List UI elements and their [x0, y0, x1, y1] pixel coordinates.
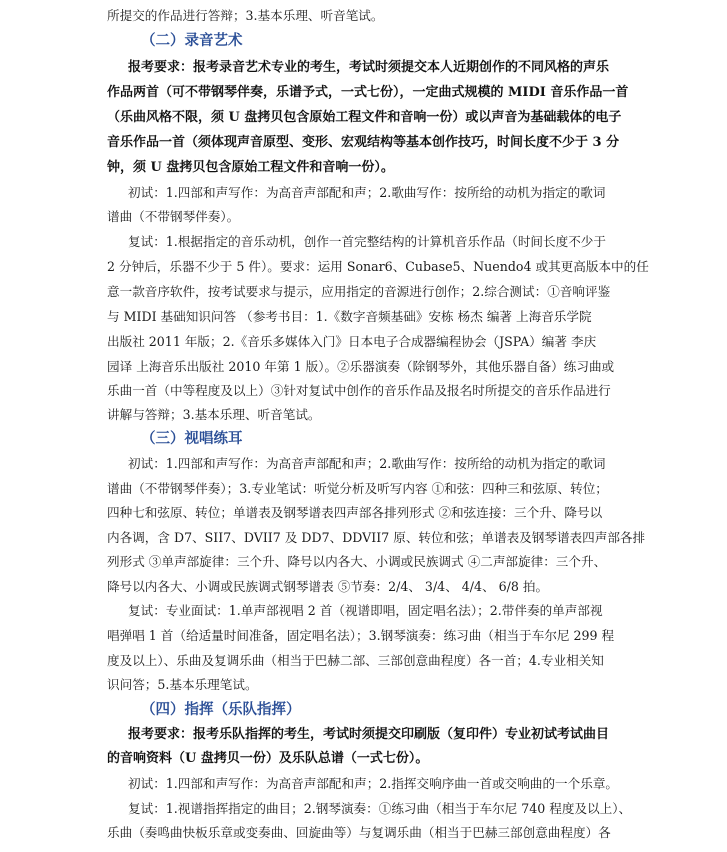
recording-retest-line: 出版社 2011 年版；2.《音乐多媒体入门》日本电子合成器编程协会（JSPA）编著 李庆: [107, 334, 597, 349]
solfeggio-prelim-line: 列形式 ③单声部旋律：三个升、降号以内各大、小调或民族调式 ④二声部旋律：三个升、: [107, 554, 607, 569]
recording-requirements-line: 钟，须 U 盘拷贝包含原始工程文件和音响一份）。: [107, 160, 394, 175]
heading-recording-arts: （二）录音艺术: [141, 32, 243, 49]
solfeggio-retest-line: 唱弹唱 1 首（给适量时间准备，固定唱名法）；3.钢琴演奏：练习曲（相当于车尔尼 299 程: [107, 628, 615, 643]
recording-retest-line: 复试：1.根据指定的音乐动机，创作一首完整结构的计算机音乐作品（时间长度不少于: [128, 234, 606, 249]
recording-retest-line: 乐曲一首（中等程度及以上）③针对复试中创作的音乐作品及报名时所提交的音乐作品进行: [107, 383, 611, 398]
solfeggio-retest-line: 度及以上）、乐曲及复调乐曲（相当于巴赫二部、三部创意曲程度）各一首；4.专业相关知: [107, 653, 604, 668]
conducting-requirements-line: 报考要求：报考乐队指挥的考生，考试时须提交印刷版（复印件）专业初试考试曲目: [128, 727, 610, 742]
solfeggio-prelim-line: 四种七和弦原、转位；单谱表及钢琴谱表四声部各排列形式 ②和弦连接：三个升、降号以: [107, 505, 603, 520]
solfeggio-prelim-line: 谱曲（不带钢琴伴奏）；3.专业笔试：听觉分析及听写内容 ①和弦：四种三和弦原、转位；: [107, 481, 608, 496]
recording-prelim-line: 谱曲（不带钢琴伴奏）。: [107, 209, 240, 224]
recording-requirements-line: 音乐作品一首（须体现声音原型、变形、宏观结构等基本创作技巧，时间长度不少于 3 分: [107, 135, 620, 150]
solfeggio-retest-line: 复试：专业面试：1.单声部视唱 2 首（视谱即唱，固定唱名法）；2.带伴奏的单声部视: [128, 603, 603, 618]
recording-requirements-line: （乐曲风格不限，须 U 盘拷贝包含原始工程文件和音响一份）或以声音为基础载体的电子: [107, 110, 622, 125]
conducting-retest-line: 复试：1.视谱指挥指定的曲目；2.钢琴演奏：①练习曲（相当于车尔尼 740 程度及以上）、: [128, 801, 632, 816]
recording-retest-line: 讲解与答辩；3.基本乐理、听音笔试。: [107, 407, 321, 422]
recording-retest-line: 园译 上海音乐出版社 2010 年第 1 版）。②乐器演奏（除钢琴外，其他乐器自备）练习曲或: [107, 359, 615, 374]
heading-solfeggio: （三）视唱练耳: [141, 430, 243, 447]
recording-retest-line: 与 MIDI 基础知识问答 （参考书目：1.《数字音频基础》安栋 杨杰 编著 上海音乐学院: [107, 309, 592, 324]
solfeggio-prelim-line: 降号以内各大、小调或民族调式钢琴谱表 ⑤节奏：2/4、 3/4、 4/4、 6/8 拍。: [107, 579, 549, 594]
solfeggio-retest-line: 识问答；5.基本乐理笔试。: [107, 677, 258, 692]
solfeggio-prelim-line: 内各调，含 D7、SII7、DVII7 及 DD7、DDVII7 原、转位和弦；单谱表及钢琴谱表四声部各排: [107, 530, 646, 545]
recording-requirements-line: 报考要求：报考录音艺术专业的考生，考试时须提交本人近期创作的不同风格的声乐: [128, 60, 610, 75]
conducting-prelim-line: 初试：1.四部和声写作：为高音声部配和声；2.指挥交响序曲一首或交响曲的一个乐章。: [128, 776, 619, 791]
intro-tail-line: 所提交的作品进行答辩；3.基本乐理、听音笔试。: [107, 8, 384, 23]
recording-requirements-line: 作品两首（可不带钢琴伴奏，乐谱予式，一式七份），一定曲式规模的 MIDI 音乐作品一首: [107, 85, 629, 100]
conducting-retest-line: 乐曲（奏鸣曲快板乐章或变奏曲、回旋曲等）与复调乐曲（相当于巴赫三部创意曲程度）各: [107, 825, 611, 840]
recording-retest-line: 意一款音序软件，按考试要求与提示，应用指定的音源进行创作；2.综合测试：①音响评鉴: [107, 284, 611, 299]
conducting-requirements-line: 的音响资料（U 盘拷贝一份）及乐队总谱（一式七份）。: [107, 751, 429, 766]
solfeggio-prelim-line: 初试：1.四部和声写作：为高音声部配和声；2.歌曲写作：按所给的动机为指定的歌词: [128, 456, 606, 471]
heading-conducting: （四）指挥（乐队指挥）: [141, 701, 301, 718]
recording-retest-line: 2 分钟后，乐器不少于 5 件）。要求：运用 Sonar6、Cubase5、Nuendo4 或其更高版本中的任: [107, 259, 649, 274]
recording-prelim-line: 初试：1.四部和声写作：为高音声部配和声；2.歌曲写作：按所给的动机为指定的歌词: [128, 185, 606, 200]
